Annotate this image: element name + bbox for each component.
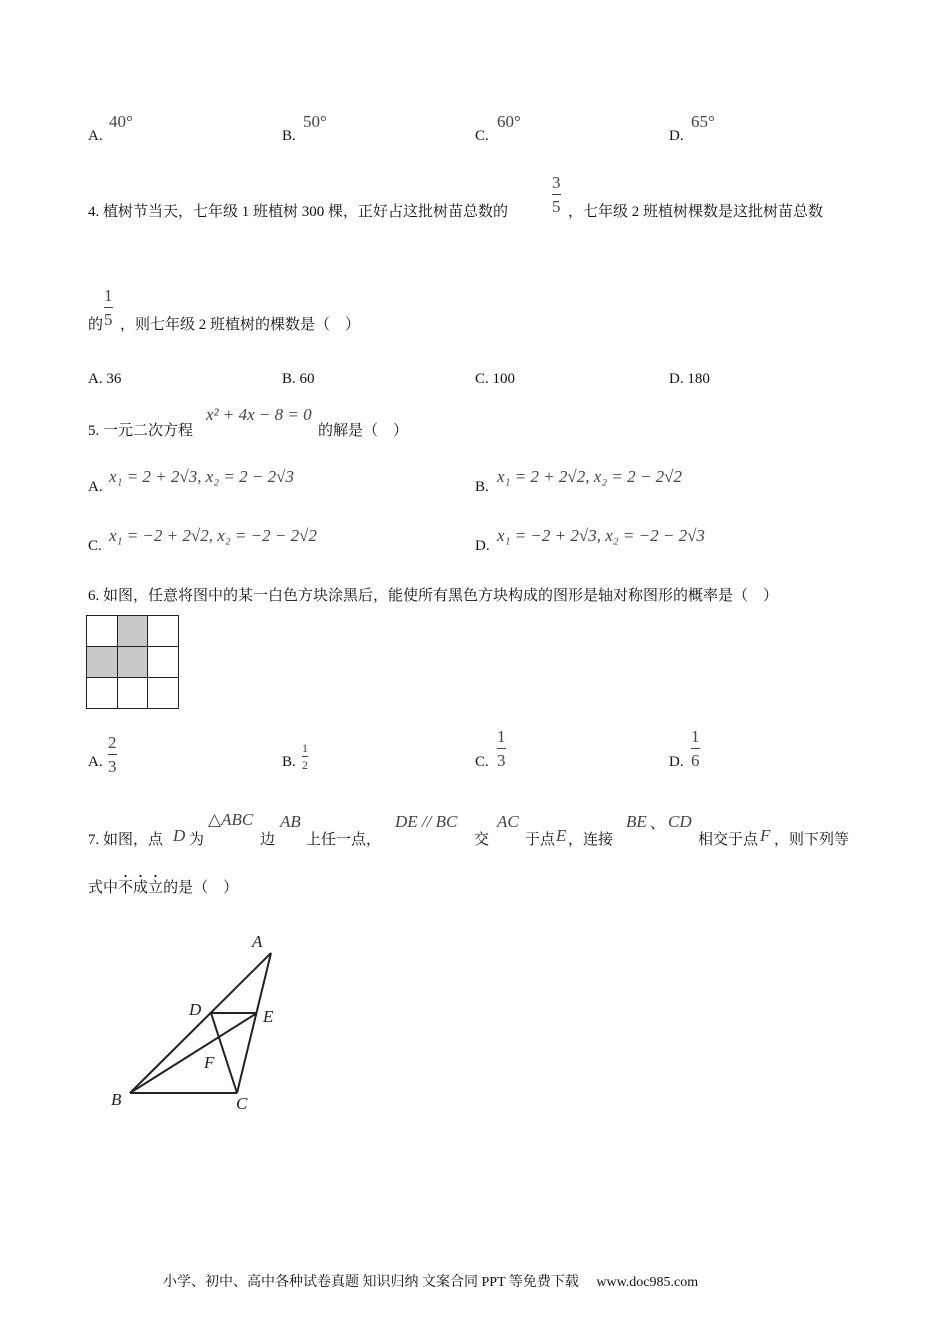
- q7-point-f: F: [760, 826, 771, 845]
- q5-option-d-label: D.: [475, 538, 490, 554]
- grid-cell-shaded: [117, 647, 148, 678]
- q6-option-b-den: 2: [302, 758, 308, 772]
- fraction-bar: [691, 748, 700, 749]
- q6-option-c-den: 3: [497, 751, 506, 770]
- q7-point-e: E: [556, 826, 567, 845]
- q7-text-6: 于点: [525, 832, 556, 848]
- q3-option-b-value: 50°: [303, 112, 327, 131]
- q6-option-a-num: 2: [108, 733, 117, 752]
- q6-option-a-fraction: [108, 734, 117, 775]
- q4-fraction-1-num: 3: [552, 173, 561, 192]
- q7-ab: AB: [280, 812, 301, 831]
- q4-option-c: [475, 371, 515, 388]
- grid-cell-white: [148, 616, 179, 647]
- q4-option-b-value: 60: [299, 371, 315, 387]
- q7-ac: AC: [497, 812, 519, 831]
- q6-option-d-den: 6: [691, 751, 700, 770]
- fraction-bar: [108, 754, 117, 755]
- q7-text-8: 相交于点: [698, 832, 759, 848]
- grid-cell-white: [148, 647, 179, 678]
- q3-option-d-label: D.: [669, 128, 684, 144]
- q6-option-b-label: B.: [282, 754, 296, 770]
- q6-option-a-label: A.: [88, 754, 103, 770]
- q6-option-c-label: C.: [475, 754, 489, 770]
- q7-line2-b: 的是（ ）: [163, 880, 239, 896]
- q5-option-c-value: x₁ = −2 + 2√2, x₂ = −2 − 2√2: [109, 526, 317, 545]
- q4-fraction-1-den: 5: [552, 197, 561, 216]
- q4-fraction-1: [552, 174, 561, 215]
- fraction-bar: [497, 748, 506, 749]
- q3-option-c-label: C.: [475, 128, 489, 144]
- q7-triangle: △ABC: [208, 810, 254, 829]
- grid-row: [87, 678, 179, 709]
- q7-line-2: [88, 876, 238, 897]
- page-footer: 小学、初中、高中各种试卷真题 知识归纳 文案合同 PPT 等免费下载 www.doc985.com: [163, 1275, 699, 1290]
- q7-text-5: 交: [474, 832, 490, 848]
- q6-option-b-num: 1: [302, 741, 308, 755]
- q6-option-d-fraction: [691, 728, 700, 769]
- q6-option-c-fraction: [497, 728, 506, 769]
- fraction-bar: [302, 756, 308, 757]
- q5-option-d-value: x₁ = −2 + 2√3, x₂ = −2 − 2√3: [497, 526, 705, 545]
- q4-option-b: [282, 371, 315, 388]
- segment-be: [130, 1013, 257, 1093]
- label-e: E: [263, 1007, 274, 1026]
- q7-text-2: 为: [189, 832, 205, 848]
- q6-grid-figure: [86, 615, 179, 709]
- label-f: F: [204, 1053, 215, 1072]
- q6-option-d-label: D.: [669, 754, 684, 770]
- q7-separator: 、: [650, 816, 666, 832]
- emphasis-char: 成: [133, 880, 149, 896]
- q5-option-b-label: B.: [475, 479, 489, 495]
- grid-cell-shaded: [87, 647, 118, 678]
- q3-option-b-label: B.: [282, 128, 296, 144]
- q4-text-a: 4. 植树节当天，七年级 1 班植树 300 棵，正好占这批树苗总数的: [88, 204, 509, 220]
- q4-fraction-2-den: 5: [104, 310, 113, 329]
- q4-text-b: ，七年级 2 班植树棵数是这批树苗总数: [568, 204, 824, 220]
- q6-option-d-num: 1: [691, 727, 700, 746]
- q4-text-d: ，则七年级 2 班植树的棵数是（ ）: [120, 317, 361, 333]
- q7-point-d: D: [173, 826, 186, 845]
- grid-cell-white: [87, 678, 118, 709]
- emphasis-char: 立: [148, 880, 164, 896]
- q4-fraction-2-num: 1: [104, 286, 113, 305]
- q4-option-c-value: 100: [492, 371, 516, 387]
- q4-option-d-value: 180: [687, 371, 710, 387]
- q5-option-a-value: x₁ = 2 + 2√3, x₂ = 2 − 2√3: [109, 467, 294, 486]
- label-a: A: [252, 932, 263, 951]
- q4-option-b-label: B.: [282, 371, 296, 387]
- q7-line2-a: 式中: [88, 880, 119, 896]
- q6-option-c-num: 1: [497, 727, 506, 746]
- label-d: D: [189, 1000, 202, 1019]
- fraction-bar: [552, 194, 561, 195]
- q4-text-c: 的: [88, 317, 104, 333]
- q7-be: BE: [626, 812, 647, 831]
- label-b: B: [111, 1090, 122, 1109]
- q7-text-4: 上任一点，: [306, 832, 382, 848]
- q3-option-c-value: 60°: [497, 112, 521, 131]
- q7-cd: CD: [668, 812, 692, 831]
- q3-option-d-value: 65°: [691, 112, 715, 131]
- label-c: C: [236, 1094, 248, 1113]
- q7-text-1: 7. 如图，点: [88, 832, 164, 848]
- emphasis-char: 不: [118, 880, 134, 896]
- q6-option-b-fraction: [302, 742, 308, 771]
- grid-cell-white: [148, 678, 179, 709]
- q5-option-b-value: x₁ = 2 + 2√2, x₂ = 2 − 2√2: [497, 467, 682, 486]
- q7-text-9: ，则下列等: [774, 832, 850, 848]
- q4-option-a-value: 36: [106, 371, 122, 387]
- q5-equation: x² + 4x − 8 = 0: [206, 405, 312, 424]
- grid-row: [87, 616, 179, 647]
- grid-cell-white: [87, 616, 118, 647]
- q6-text: 6. 如图，任意将图中的某一白色方块涂黑后，能使所有黑色方块构成的图形是轴对称图形的概率是（ ）: [88, 588, 779, 604]
- side-ab: [130, 953, 271, 1093]
- q4-option-c-label: C.: [475, 371, 489, 387]
- q6-option-a-den: 3: [108, 757, 117, 776]
- grid-cell-shaded: [117, 616, 148, 647]
- q4-option-a: [88, 371, 121, 388]
- q5-text-b: 的解是（ ）: [318, 423, 409, 439]
- q4-fraction-2: [104, 287, 113, 328]
- q3-option-a-value: 40°: [109, 112, 133, 131]
- fraction-bar: [104, 307, 113, 308]
- q7-parallel: DE // BC: [395, 812, 458, 831]
- q4-option-a-label: A.: [88, 371, 103, 387]
- q4-option-d: [669, 371, 710, 388]
- q5-text-a: 5. 一元二次方程: [88, 423, 194, 439]
- q3-option-a-label: A.: [88, 128, 103, 144]
- segment-cd: [211, 1013, 237, 1093]
- q5-option-c-label: C.: [88, 538, 102, 554]
- q5-option-a-label: A.: [88, 479, 103, 495]
- q7-text-7: ，连接: [568, 832, 614, 848]
- q7-triangle-figure: [100, 925, 300, 1125]
- grid-row: [87, 647, 179, 678]
- q7-text-3: 边: [260, 832, 276, 848]
- q4-option-d-label: D.: [669, 371, 684, 387]
- grid-cell-white: [117, 678, 148, 709]
